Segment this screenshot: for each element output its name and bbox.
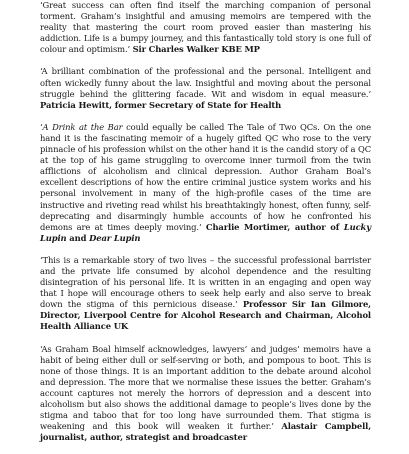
endorsement-quote	[40, 0, 371, 55]
quote-text: ‘A brilliant combination of the professional and the personal. Intelligent and often wickedly funny about the law. Insightful and moving about the personal struggle behind the glittering facade. Wit and wisdom in equal measure.’	[40, 66, 371, 99]
quote-text: could equally be called The Tale of Two QCs. On the one hand it is the fascinating memoir of a hugely gifted QC who rose to the very pinnacle of his profession whilst on the other hand it is the candid story of a QC at the top of his game struggling to overcome inner turmoil from the twin afflictions of alcoholism and clinical depression. Author Graham Boal’s excellent descriptions of how the entire criminal justice system works and his personal involvement in many of the high-profile cases of the time are instructive and riveting read whilst his breathtakingly honest, often funny, self-deprecating and disarmingly humble accounts of how he confronted his demons are at times deeply moving.’	[40, 121, 371, 232]
book-title: Dear Lupin	[89, 232, 141, 243]
quote-attribution: Patricia Hewitt, former Secretary of State for Health	[40, 99, 282, 110]
book-title: A Drink at the Bar	[42, 121, 123, 132]
quote-text: ‘This is a remarkable story of two lives – the successful professional barrister and the private life consumed by alcohol dependence and the resulting disintegration of his personal life. It is written in an engaging and open way that I hope will encourage others to seek help early and also serve to break down the stigma of this pernicious disease.’	[40, 254, 371, 310]
book-title: Lucky Lupin	[40, 221, 371, 243]
endorsements-page	[40, 0, 371, 454]
attribution-conjunction: and	[66, 232, 90, 243]
endorsement-quote	[40, 255, 371, 333]
endorsement-quote	[40, 66, 371, 110]
quote-text: ‘As Graham Boal himself acknowledges, lawyers’ and judges’ memoirs have a habit of being either dull or self-serving or both, and pompous to boot. This is none of those things. It is an important addition to the debate around alcohol and depression. The more that we normalise these issues the better. Graham’s account captures not merely the horrors of depression and a descent into alcoholism but also shows the additional damage to people’s lives done by the stigma and taboo that for too long have surrounded them. That stigma is weakening and this book will weaken it further.’	[40, 343, 371, 432]
quote-attribution: Sir Charles Walker KBE MP	[132, 44, 260, 55]
quote-attribution: Professor Sir Ian Gilmore, Director, Liverpool Centre for Alcohol Research and Chairman, Alcohol Health Alliance UK	[40, 299, 371, 332]
endorsement-quote	[40, 344, 371, 444]
quote-text: ‘Great success can often find itself the marching companion of personal torment. Graham’s insightful and amusing memoirs are tempered with the reality that mastering the court room proved easier than mastering his addiction. Life is a bumpy journey, and this fantastically told story is one full of colour and optimism.’	[40, 0, 371, 55]
attribution-name: Charlie Mortimer, author of	[205, 221, 344, 232]
endorsement-quote: ‘A Drink at the Bar could equally be called The Tale of Two QCs. On the one hand it is the fascinating memoir of a hugely gifted QC who rose to the very pinnacle of his profession whilst on the other hand it is the candid story of a QC at the top of his game struggling to overcome inner turmoil from the twin afflictions of alcoholism and clinical depression. Author Graham Boal’s excellent descriptions of how the entire criminal justice system works and his personal involvement in many of the high-profile cases of the time are instructive and riveting read whilst his breathtakingly honest, often funny, self-deprecating and disarmingly humble accounts of how he confronted his demons are at times deeply moving.’ Charlie Mortimer, author of Lucky Lupin and Dear Lupin	[40, 121, 371, 243]
quote-attribution: Alastair Campbell, journalist, author, strategist and broadcaster	[40, 421, 371, 443]
